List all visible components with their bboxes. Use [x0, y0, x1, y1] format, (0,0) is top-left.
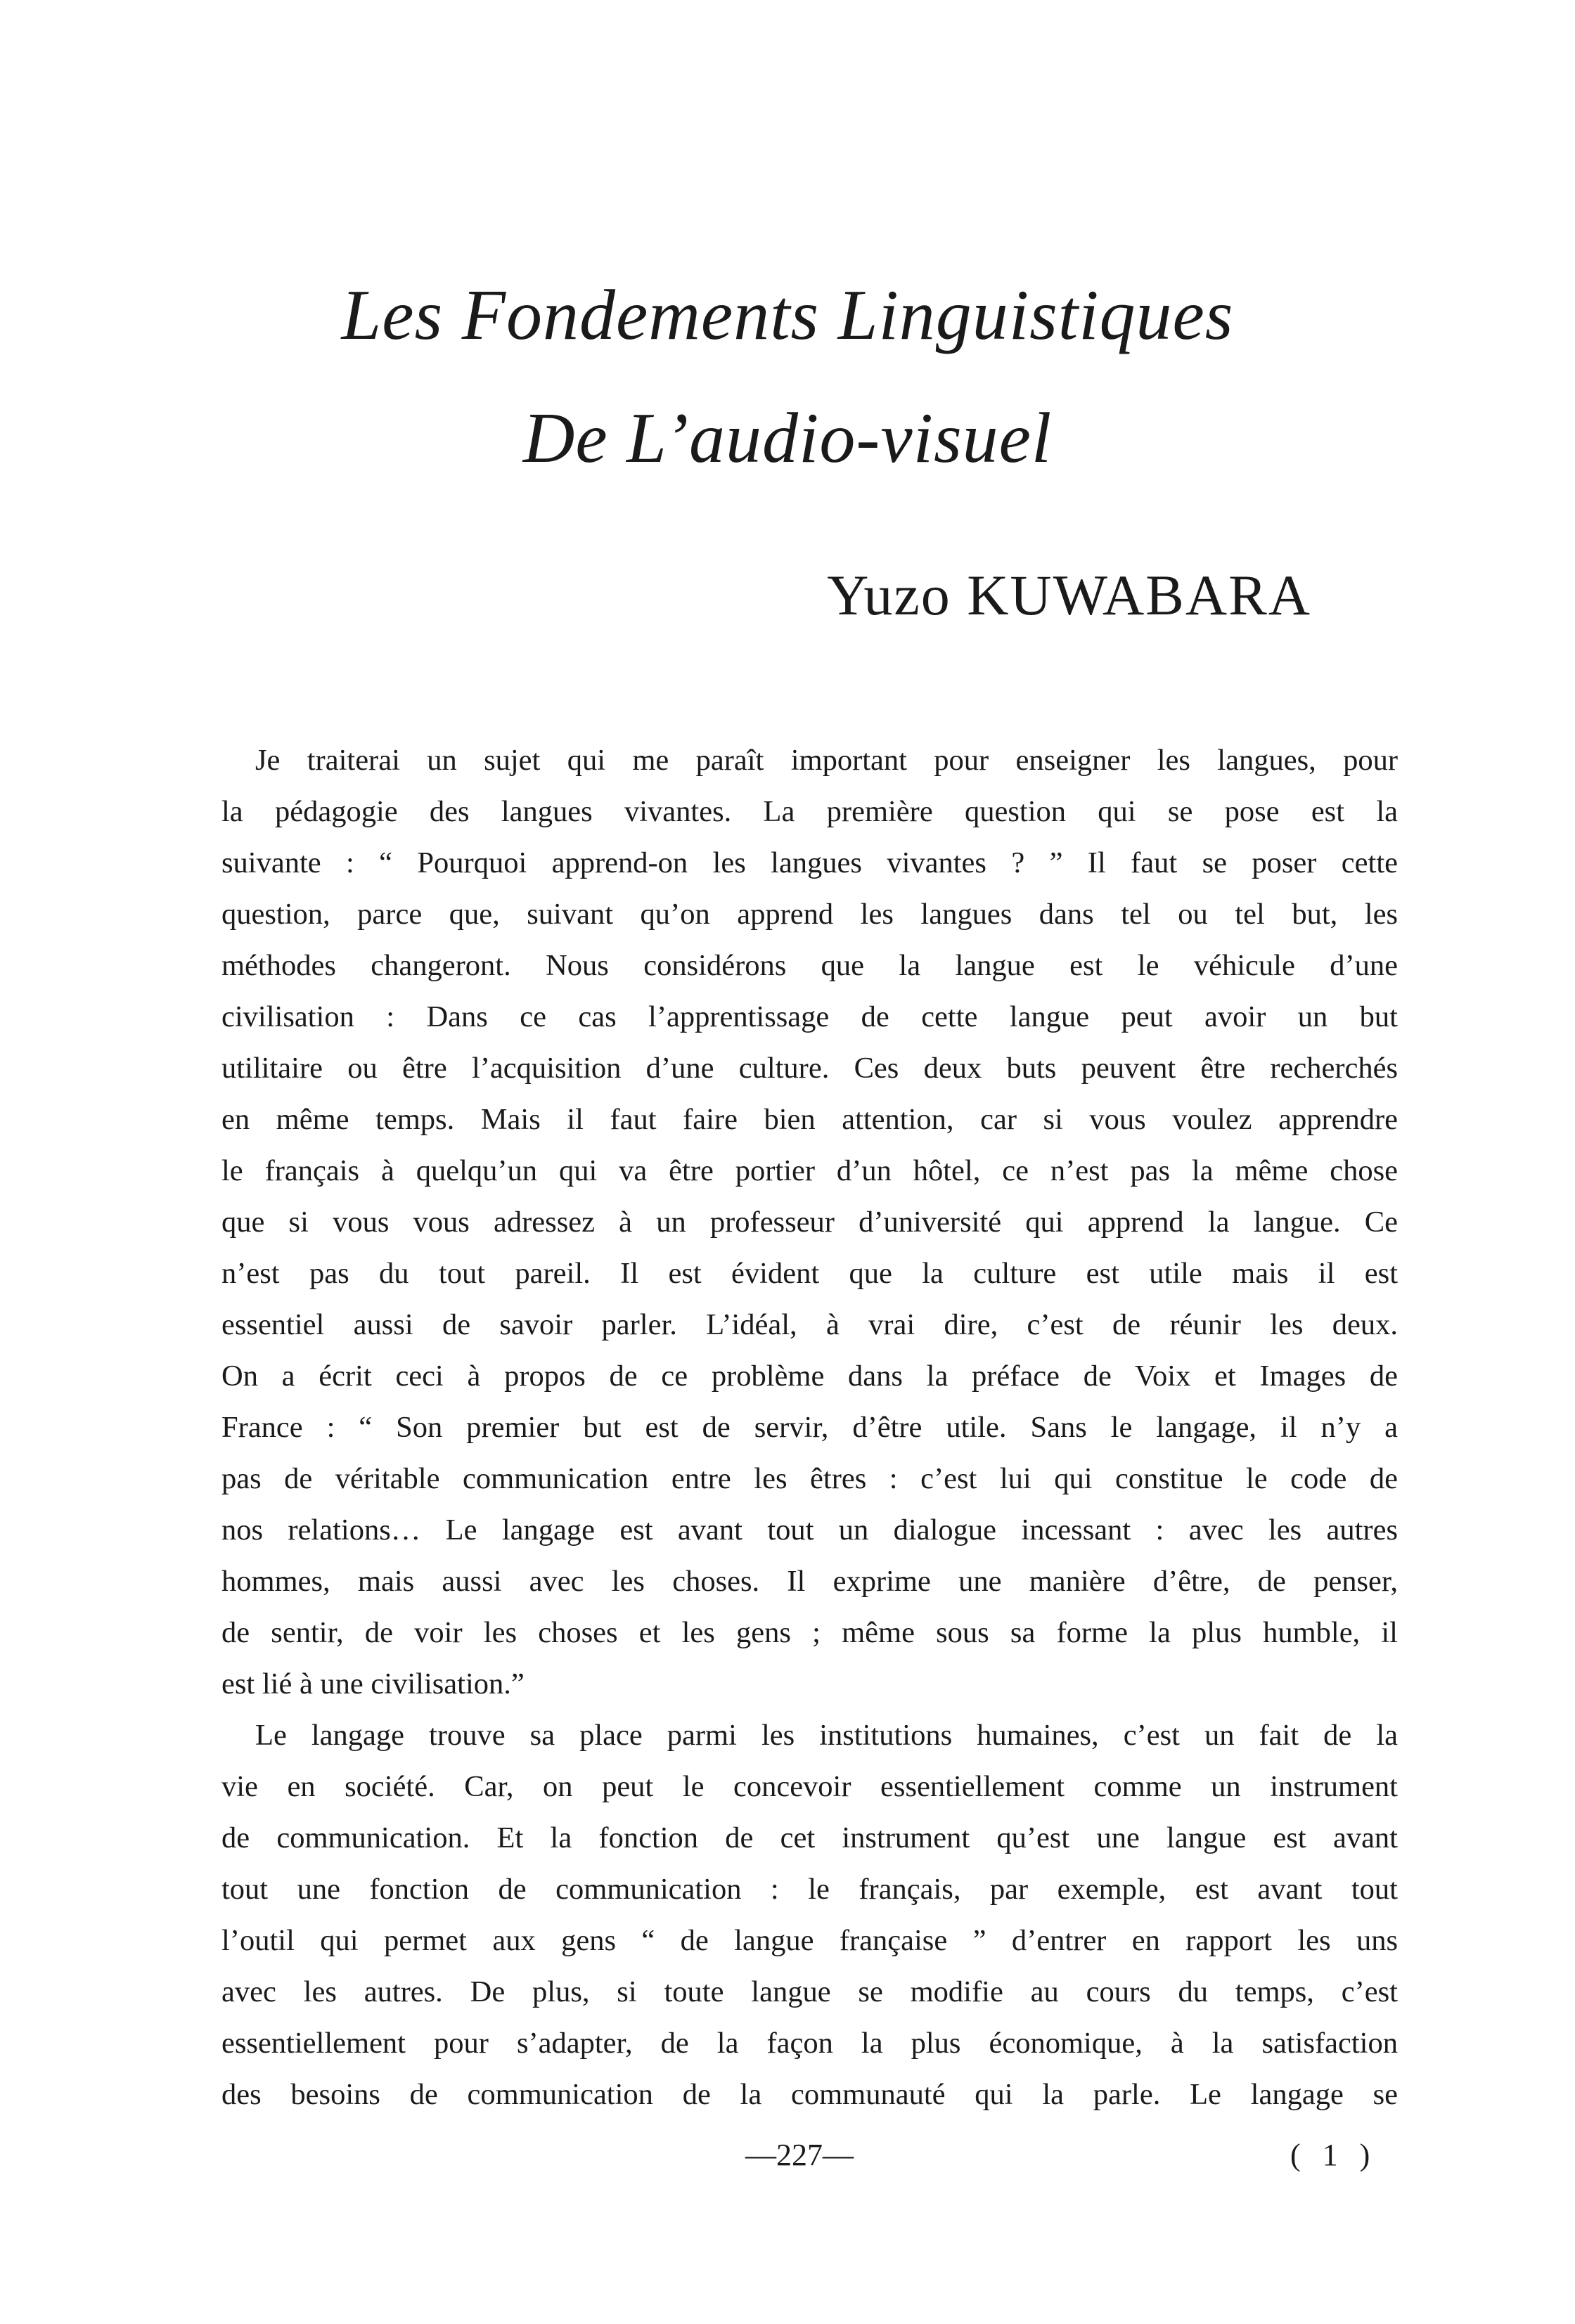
article-title-line-2: De L’audio-visuel [522, 399, 1053, 478]
text-line: en même temps. Mais il faut faire bien attention, car si vous voulez apprendre [221, 1103, 1398, 1136]
text-line: le français à quelqu’un qui va être portier d’un hôtel, ce n’est pas la même chose [221, 1154, 1398, 1187]
article-body [221, 735, 1398, 2120]
article-page-index: ( 1 ) [1290, 2138, 1377, 2172]
text-line: est lié à une civilisation.” [221, 1667, 525, 1700]
text-line: tout une fonction de communication : le français, par exemple, est avant tout [221, 1873, 1398, 1906]
paragraph-2 [221, 1710, 1398, 2120]
text-line: méthodes changeront. Nous considérons que la langue est le véhicule d’une [221, 949, 1398, 982]
text-line: utilitaire ou être l’acquisition d’une culture. Ces deux buts peuvent être recherchés [221, 1052, 1398, 1085]
text-line: question, parce que, suivant qu’on apprend les langues dans tel ou tel but, les [221, 898, 1398, 931]
text-line: pas de véritable communication entre les êtres : c’est lui qui constitue le code de [221, 1462, 1398, 1495]
text-line: essentiel aussi de savoir parler. L’idéal, à vrai dire, c’est de réunir les deux. [221, 1308, 1398, 1341]
author-name: Yuzo KUWABARA [827, 563, 1311, 627]
text-line: suivante : “ Pourquoi apprend-on les langues vivantes ? ” Il faut se poser cette [221, 846, 1398, 879]
text-line: de sentir, de voir les choses et les gens ; même sous sa forme la plus humble, il [221, 1616, 1398, 1649]
text-line: de communication. Et la fonction de cet instrument qu’est une langue est avant [221, 1821, 1398, 1854]
text-line: vie en société. Car, on peut le concevoir essentiellement comme un instrument [221, 1770, 1398, 1803]
article-title-line-1: Les Fondements Linguistiques [341, 276, 1234, 355]
text-line: hommes, mais aussi avec les choses. Il exprime une manière d’être, de penser, [221, 1565, 1398, 1598]
text-line: civilisation : Dans ce cas l’apprentissage de cette langue peut avoir un but [221, 1000, 1398, 1033]
text-line: avec les autres. De plus, si toute langue se modifie au cours du temps, c’est [221, 1975, 1398, 2008]
text-line: Je traiterai un sujet qui me paraît important pour enseigner les langues, pour [255, 744, 1398, 777]
text-line: des besoins de communication de la communauté qui la parle. Le langage se [221, 2078, 1398, 2111]
text-line: l’outil qui permet aux gens “ de langue française ” d’entrer en rapport les uns [221, 1924, 1398, 1957]
text-line: essentiellement pour s’adapter, de la façon la plus économique, à la satisfaction [221, 2027, 1398, 2060]
text-line: que si vous vous adressez à un professeur d’université qui apprend la langue. Ce [221, 1206, 1398, 1239]
text-line: Le langage trouve sa place parmi les institutions humaines, c’est un fait de la [255, 1719, 1398, 1752]
text-line: la pédagogie des langues vivantes. La première question qui se pose est la [221, 795, 1398, 828]
text-line: On a écrit ceci à propos de ce problème dans la préface de Voix et Images de [221, 1360, 1398, 1393]
text-line: France : “ Son premier but est de servir, d’être utile. Sans le langage, il n’y a [221, 1411, 1398, 1444]
page-number: —227— [745, 2138, 854, 2172]
paragraph-1 [221, 735, 1398, 1710]
text-line: nos relations… Le langage est avant tout un dialogue incessant : avec les autres [221, 1513, 1398, 1547]
text-line: n’est pas du tout pareil. Il est évident que la culture est utile mais il est [221, 1257, 1398, 1290]
